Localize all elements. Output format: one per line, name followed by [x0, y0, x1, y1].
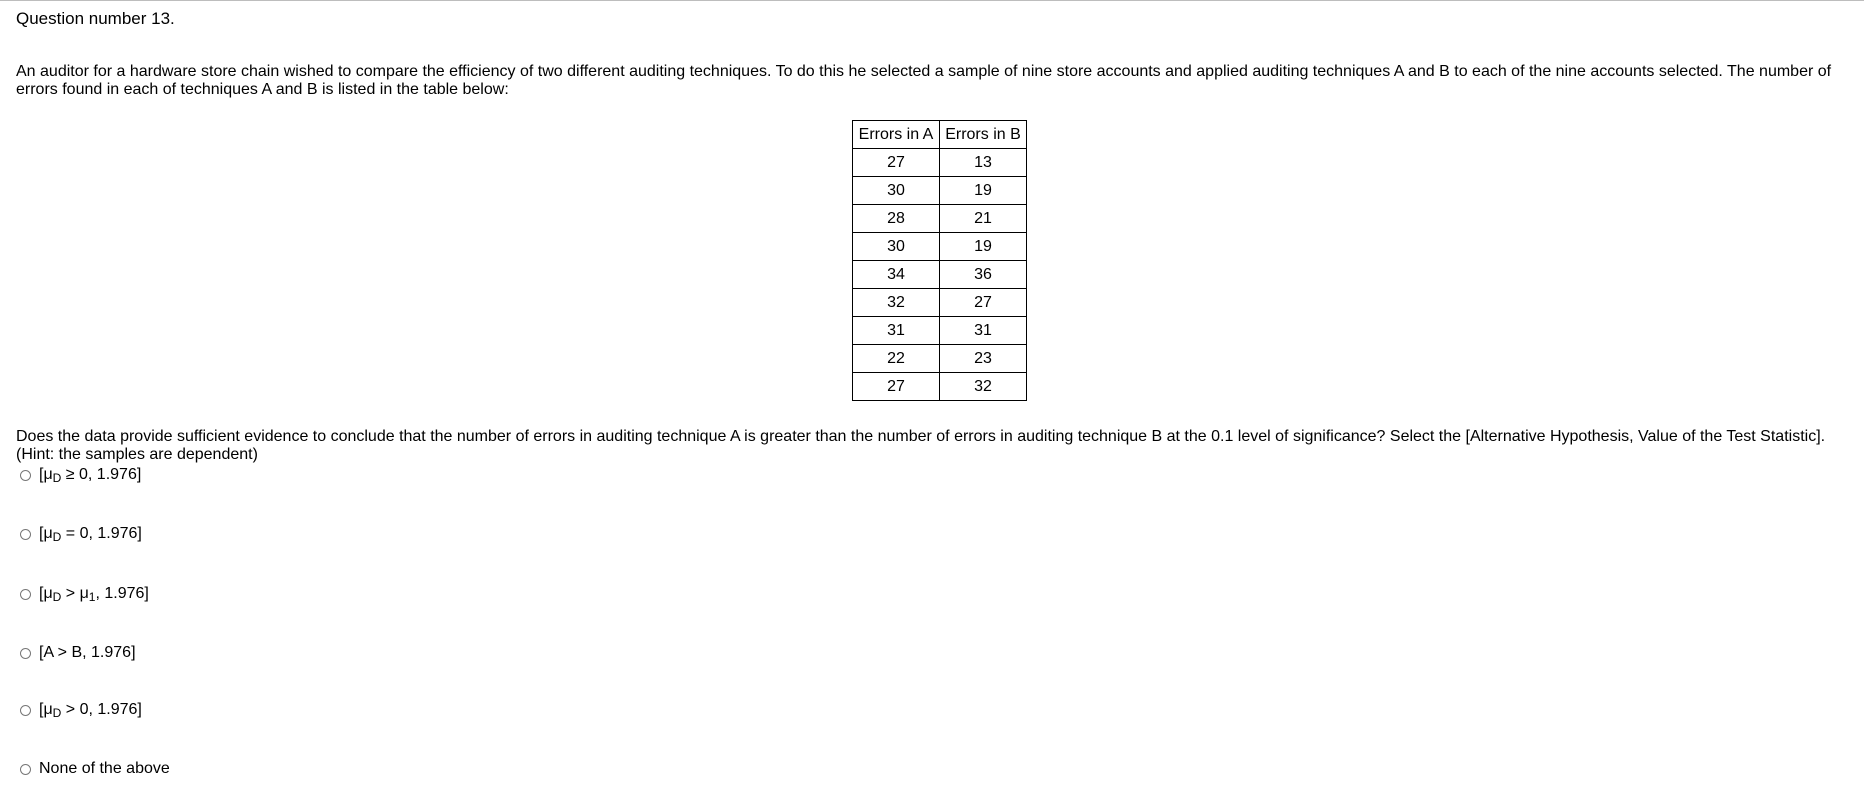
top-divider — [0, 0, 1864, 1]
table-row — [853, 149, 1027, 177]
cell-errors-a: 32 — [853, 289, 940, 317]
answer-option-4[interactable] — [20, 644, 136, 662]
answer-option-label: [$\mu_D > \mu_1$, 1.976] — [39, 585, 149, 604]
table-row — [853, 205, 1027, 233]
cell-errors-b: 36 — [940, 261, 1027, 289]
answer-option-label: None of the above — [39, 760, 170, 777]
answer-option-label: [$\mu_D \ge 0$, 1.976] — [39, 466, 142, 485]
table-row — [853, 345, 1027, 373]
table-row — [853, 261, 1027, 289]
answer-option-1[interactable] — [20, 466, 141, 485]
answer-option-6[interactable] — [20, 760, 170, 778]
table-row — [853, 289, 1027, 317]
table-row — [853, 373, 1027, 401]
question-number: Question number 13. — [16, 9, 175, 28]
cell-errors-a: 34 — [853, 261, 940, 289]
cell-errors-b: 27 — [940, 289, 1027, 317]
radio-button[interactable] — [20, 764, 31, 775]
question-prompt: An auditor for a hardware store chain wished to compare the efficiency of two different auditing techniques. To do this he selected a sample of nine store accounts and applied auditing techniques A and B to each of the nine accounts selected. The number of errors found in each of techniques A and B is listed in the table below: — [16, 63, 1832, 98]
cell-errors-a: 30 — [853, 177, 940, 205]
question-body — [16, 428, 1852, 464]
question-hint: (Hint: the samples are dependent) — [16, 446, 258, 463]
answer-option-5[interactable] — [20, 701, 142, 720]
table-row — [853, 317, 1027, 345]
cell-errors-a: 27 — [853, 149, 940, 177]
radio-button[interactable] — [20, 529, 31, 540]
radio-button[interactable] — [20, 705, 31, 716]
errors-table-container — [852, 120, 1027, 401]
table-row — [853, 233, 1027, 261]
answer-option-label: [$\mu_D > 0$, 1.976] — [39, 701, 142, 720]
cell-errors-a: 30 — [853, 233, 940, 261]
cell-errors-a: 27 — [853, 373, 940, 401]
cell-errors-b: 23 — [940, 345, 1027, 373]
cell-errors-b: 19 — [940, 177, 1027, 205]
column-header-errors-b: Errors in B — [940, 121, 1027, 149]
cell-errors-a: 31 — [853, 317, 940, 345]
answer-option-label: [A > B, 1.976] — [39, 644, 136, 661]
radio-button[interactable] — [20, 648, 31, 659]
errors-table — [852, 120, 1027, 401]
cell-errors-b: 31 — [940, 317, 1027, 345]
table-row — [853, 177, 1027, 205]
answer-option-label: [$\mu_D = 0$, 1.976] — [39, 525, 142, 544]
answer-option-2[interactable] — [20, 525, 142, 544]
question-text: Does the data provide sufficient evidence to conclude that the number of errors in auditing technique A is greater than the number of errors in auditing technique B at the 0.1 level of significance? Select the [Alternative Hypothesis, Value of the Test Statistic]. — [16, 428, 1826, 445]
column-header-errors-a: Errors in A — [853, 121, 940, 149]
radio-button[interactable] — [20, 589, 31, 600]
answer-option-3[interactable] — [20, 585, 149, 604]
cell-errors-b: 13 — [940, 149, 1027, 177]
cell-errors-a: 28 — [853, 205, 940, 233]
table-header-row — [853, 121, 1027, 149]
cell-errors-b: 19 — [940, 233, 1027, 261]
cell-errors-b: 21 — [940, 205, 1027, 233]
cell-errors-b: 32 — [940, 373, 1027, 401]
radio-button[interactable] — [20, 470, 31, 481]
cell-errors-a: 22 — [853, 345, 940, 373]
